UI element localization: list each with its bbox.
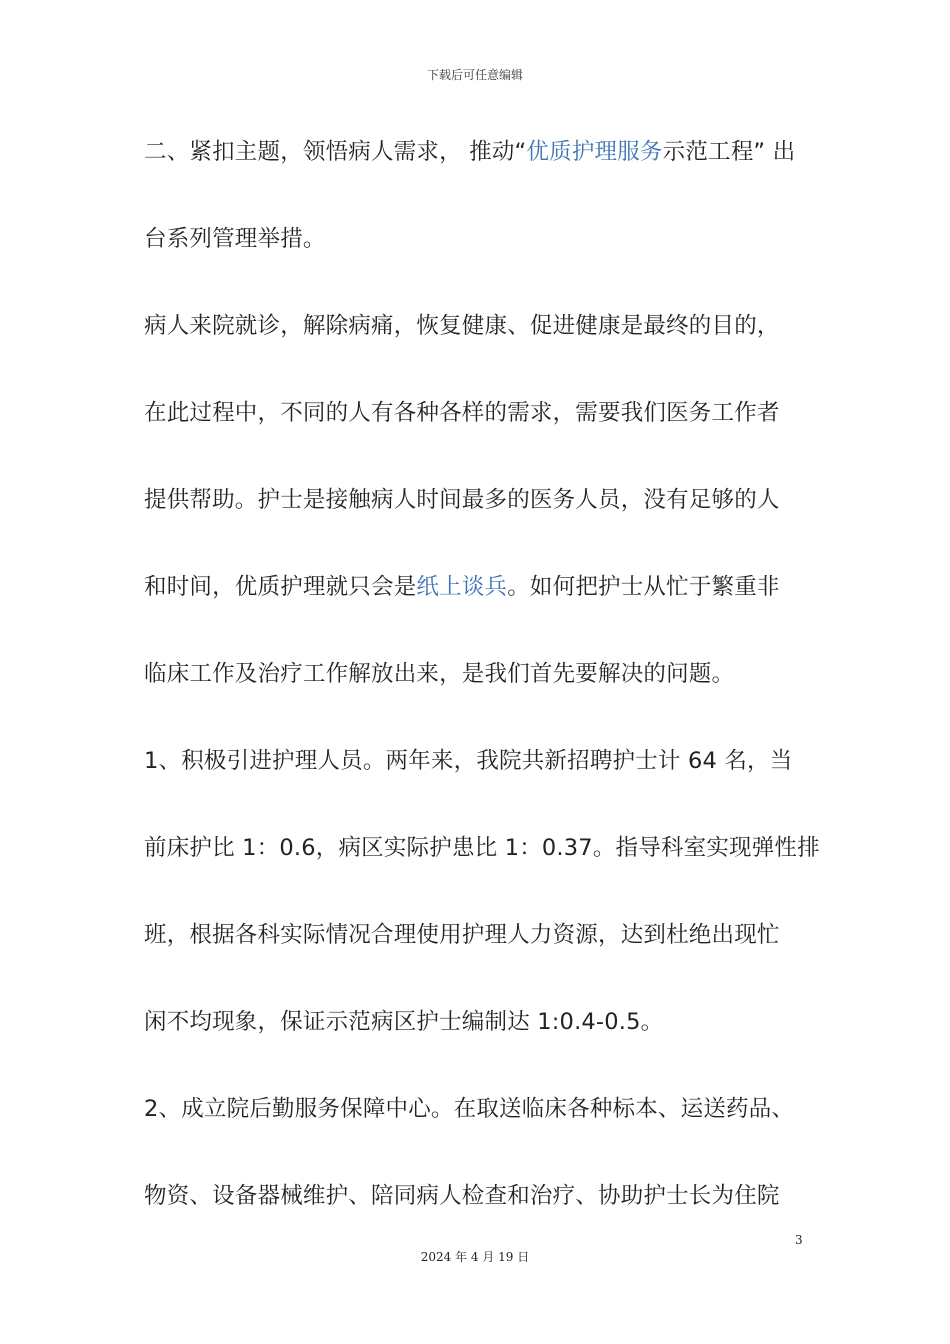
text-line-11: 闲不均现象，保证示范病区护士编制达 1:0.4-0.5。 [144,1009,664,1035]
text-segment: 和时间，优质护理就只会是 [144,574,417,600]
text-line-5: 提供帮助。护士是接触病人时间最多的医务人员，没有足够的人 [144,487,780,513]
page-number: 3 [795,1233,803,1247]
text-line-6 [144,565,814,652]
text-line-8: 1、积极引进护理人员。两年来，我院共新招聘护士计 64 名，当 [144,748,793,774]
link-quality-nursing-service[interactable]: 优质护理服务 [526,139,663,165]
text-line-4: 在此过程中，不同的人有各种各样的需求，需要我们医务工作者 [144,400,780,426]
page-header: 下载后可任意编辑 [426,68,523,82]
link-armchair-strategy[interactable]: 纸上谈兵 [416,574,508,600]
text-line-1 [144,130,814,217]
text-line-9: 前床护比 1：0.6，病区实际护患比 1：0.37。指导科室实现弹性排 [144,835,820,861]
document-body [144,130,820,1261]
text-line-10: 班，根据各科实际情况合理使用护理人力资源，达到杜绝出现忙 [144,922,780,948]
text-segment: 。如何把护士从忙于繁重非 [507,574,780,600]
text-segment: 二、紧扣主题，领悟病人需求， 推动“ [144,139,527,165]
text-segment: 示范工程” 出 [662,139,796,165]
text-line-12: 2、成立院后勤服务保障中心。在取送临床各种标本、运送药品、 [144,1096,795,1122]
text-line-3: 病人来院就诊，解除病痛，恢复健康、促进健康是最终的目的， [144,313,780,339]
footer-date: 2024 年 4 月 19 日 [420,1250,530,1264]
text-line-13: 物资、设备器械维护、陪同病人检查和治疗、协助护士长为住院 [144,1183,780,1209]
text-line-2: 台系列管理举措。 [144,226,326,252]
text-line-7: 临床工作及治疗工作解放出来，是我们首先要解决的问题。 [144,661,735,687]
